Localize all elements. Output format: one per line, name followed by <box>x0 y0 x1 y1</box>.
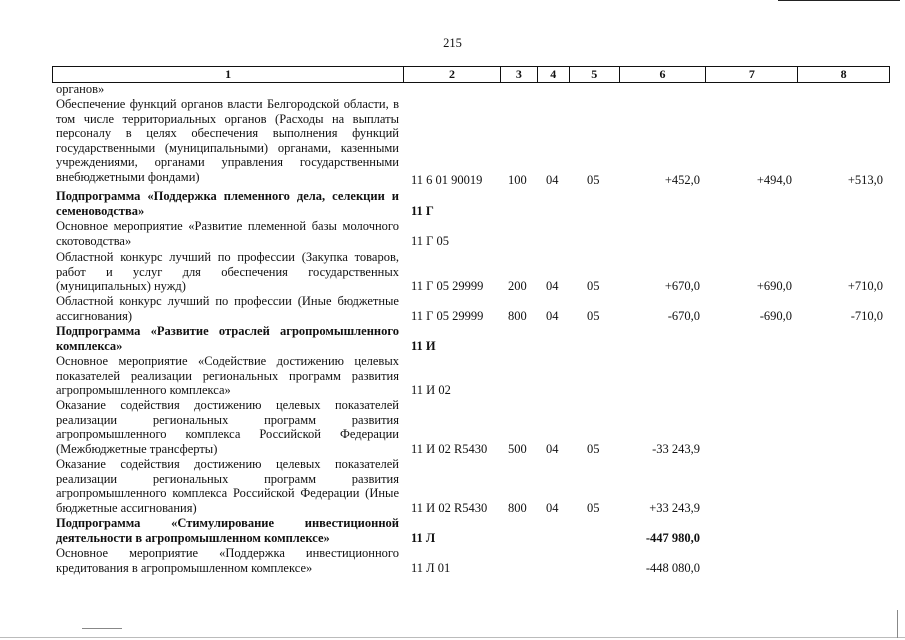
header-col-2: 2 <box>404 67 501 82</box>
row-description: Основное мероприятие «Поддержка инвестиционного кредитования в агропромышленном комплексе» <box>56 546 399 575</box>
row-value-6: +33 243,9 <box>649 501 700 515</box>
table-header <box>52 66 890 83</box>
row-col3: 100 <box>508 173 527 187</box>
row-col4: 04 <box>546 442 559 456</box>
row-code: 11 И 02 R5430 <box>411 501 488 515</box>
row-code: 11 Г <box>411 204 434 218</box>
row-value-7: +690,0 <box>756 279 792 293</box>
row-description: Подпрограмма «Стимулирование инвестиционной деятельности в агропромышленном комплексе» <box>56 516 399 545</box>
row-description: Оказание содействия достижению целевых показателей реализации региональных программ развития агропромышленного комплекса Российской Федерации (Иные бюджетные ассигнования) <box>56 457 399 515</box>
row-description: Обеспечение функций органов власти Белгородской области, в том числе территориальных органов (Расходы на выплаты персоналу в целях обеспечения выполнения функций государственными (муниципальными) органами, казенными учреждениями, органами управления государственными внебюджетными фондами) <box>56 97 399 184</box>
row-col5: 05 <box>587 442 600 456</box>
row-col5: 05 <box>587 501 600 515</box>
scan-mark <box>897 610 898 638</box>
row-description: Оказание содействия достижению целевых показателей реализации региональных программ развития агропромышленного комплекса Российской Федерации (Межбюджетные трансферты) <box>56 398 399 456</box>
row-value-6: +670,0 <box>664 279 700 293</box>
scan-edge-line <box>778 0 900 1</box>
header-col-7: 7 <box>706 67 798 82</box>
row-code: 11 Г 05 29999 <box>411 279 484 293</box>
row-col3: 200 <box>508 279 527 293</box>
scan-bottom-edge <box>0 637 905 638</box>
row-value-8: +513,0 <box>847 173 883 187</box>
row-value-8: -710,0 <box>850 309 883 323</box>
row-col5: 05 <box>587 279 600 293</box>
header-col-6: 6 <box>620 67 707 82</box>
row-description: Подпрограмма «Поддержка племенного дела, селекции и семеноводства» <box>56 189 399 218</box>
row-value-7: +494,0 <box>756 173 792 187</box>
header-col-4: 4 <box>538 67 570 82</box>
row-col4: 04 <box>546 279 559 293</box>
row-code: 11 И 02 R5430 <box>411 442 488 456</box>
row-value-6: -447 980,0 <box>645 531 700 545</box>
row-value-8: +710,0 <box>847 279 883 293</box>
header-col-3: 3 <box>501 67 538 82</box>
row-code: 11 Л <box>411 531 436 545</box>
row-col3: 800 <box>508 501 527 515</box>
row-code: 11 6 01 90019 <box>411 173 483 187</box>
row-col4: 04 <box>546 309 559 323</box>
row-description: Областной конкурс лучший по профессии (Иные бюджетные ассигнования) <box>56 294 399 323</box>
row-value-6: +452,0 <box>664 173 700 187</box>
scan-mark <box>82 628 122 629</box>
row-description: органов» <box>56 82 105 96</box>
row-col4: 04 <box>546 173 559 187</box>
header-col-8: 8 <box>840 67 847 81</box>
row-description: Областной конкурс лучший по профессии (Закупка товаров, работ и услуг для обеспечения государственных (муниципальных) нужд) <box>56 250 399 294</box>
row-code: 11 И <box>411 339 436 353</box>
row-col3: 500 <box>508 442 527 456</box>
row-description: Основное мероприятие «Содействие достижению целевых показателей реализации региональных программ развития агропромышленного комплекса» <box>56 354 399 398</box>
row-value-6: -448 080,0 <box>645 561 700 575</box>
row-col5: 05 <box>587 309 600 323</box>
row-code: 11 Л 01 <box>411 561 451 575</box>
header-col-1: 1 <box>53 67 404 82</box>
row-col3: 800 <box>508 309 527 323</box>
row-value-6: -33 243,9 <box>652 442 700 456</box>
row-col4: 04 <box>546 501 559 515</box>
row-value-7: -690,0 <box>759 309 792 323</box>
row-description: Основное мероприятие «Развитие племенной базы молочного скотоводства» <box>56 219 399 248</box>
row-code: 11 И 02 <box>411 383 451 397</box>
row-code: 11 Г 05 <box>411 234 450 248</box>
row-value-6: -670,0 <box>667 309 700 323</box>
row-code: 11 Г 05 29999 <box>411 309 484 323</box>
header-col-5: 5 <box>570 67 620 82</box>
page-number: 215 <box>443 36 462 50</box>
row-col5: 05 <box>587 173 600 187</box>
row-description: Подпрограмма «Развитие отраслей агропромышленного комплекса» <box>56 324 399 353</box>
